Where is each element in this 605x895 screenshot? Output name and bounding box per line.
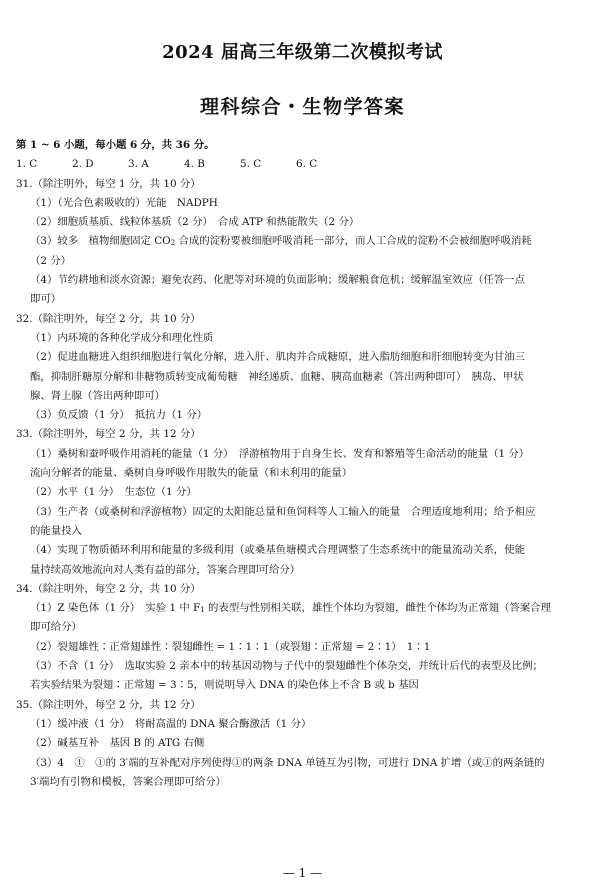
q32-part-2-cont2: 腺、肾上腺（答出两种即可） <box>30 389 166 402</box>
mc-answer-3: 3. A <box>128 158 149 171</box>
q33-part-4: （4）实现了物质循环利用和能量的多级利用（或桑基鱼塘模式合理调整了生态系统中的能量流动关系，使能 <box>30 544 525 557</box>
q34-part-2: （2）裂翅雄性∶正常翅雄性∶裂翅雌性 = 1∶1∶1（或裂翅∶正常翅 = 2∶1） 1∶1 <box>30 640 431 653</box>
q32-heading: 32.（除注明外，每空 2 分，共 10 分） <box>16 312 201 325</box>
q31-part-3: （3）较多 植物细胞固定 $CO_2$ 合成的淀粉要被细胞呼吸消耗一部分，而人工合成的淀粉不会被细胞呼吸消耗 <box>30 235 532 248</box>
q34-part-3-cont: 若实验结果为裂翅∶正常翅 = 3∶5，则说明导入 DNA 的染色体上不含 B 或 b 基因 <box>30 679 419 692</box>
q33-part-2: （2）水平（1 分） 生态位（1 分） <box>30 486 197 499</box>
q31-heading: 31.（除注明外，每空 1 分，共 10 分） <box>16 177 201 190</box>
q33-part-4-cont: 量持续高效地流向对人类有益的部分，答案合理即可给分） <box>30 563 301 576</box>
mc-answer-4: 4. B <box>184 158 205 171</box>
q32-part-2: （2）促进血糖进入组织细胞进行氧化分解，进入肝、肌肉并合成糖原，进入脂肪细胞和肝细胞转变为甘油三 <box>30 351 525 364</box>
q33-part-3: （3）生产者（或桑树和浮游植物）固定的太阳能总量和鱼饲料等人工输入的能量 合理适度地利用；给予相应 <box>30 505 536 518</box>
q31-part-4: （4）节约耕地和淡水资源；避免农药、化肥等对环境的负面影响；缓解粮食危机；缓解温室效应（任答一点 <box>30 274 525 287</box>
q35-part-3: （3）4 ① ①的 3′端的互补配对序列使得①的两条 DNA 单链互为引物，可进行 DNA 扩增（或①的两条链的 <box>30 756 545 769</box>
q34-heading: 34.（除注明外，每空 2 分，共 10 分） <box>16 582 201 595</box>
mc-answer-6: 6. C <box>296 158 318 171</box>
exam-title: 2024 届高三年级第二次模拟考试 <box>162 42 443 63</box>
mc-intro: 第 1 ~ 6 小题，每小题 6 分，共 36 分。 <box>16 139 215 151</box>
q32-part-1: （1）内环境的各种化学成分和理化性质 <box>30 331 214 344</box>
q34-part-3: （3）不含（1 分） 选取实验 2 亲本中的转基因动物与子代中的裂翅雌性个体杂交，并统计后代的表型及比例； <box>30 660 543 673</box>
q35-part-3-cont: 3′端均有引物和模板，答案合理即可给分） <box>30 775 226 788</box>
mc-answer-2: 2. D <box>72 158 94 171</box>
mc-answer-1: 1. C <box>16 158 38 171</box>
q35-part-2: （2）碱基互补 基因 B 的 ATG 右侧 <box>30 737 205 750</box>
q32-part-3: （3）负反馈（1 分） 抵抗力（1 分） <box>30 409 208 422</box>
q35-heading: 35.（除注明外，每空 2 分，共 12 分） <box>16 698 201 711</box>
q33-part-3-cont: 的能量投入 <box>30 524 82 537</box>
q34-part-1: （1）Z 染色体（1 分） 实验 1 中 $F_1$ 的表型与性别相关联，雄性个体均为裂翅，雌性个体均为正常翅（答案合理 <box>30 602 551 615</box>
answer-body <box>16 136 596 792</box>
q33-part-1-cont: 流向分解者的能量、桑树自身呼吸作用散失的能量（和未利用的能量） <box>30 467 353 480</box>
subject-title: 理科综合・生物学答案 <box>199 96 405 118</box>
q31-part-4-cont: 即可） <box>30 293 62 306</box>
mc-answer-5: 5. C <box>240 158 262 171</box>
q31-part-2: （2）细胞质基质、线粒体基质（2 分） 合成 ATP 和热能散失（2 分） <box>30 216 360 229</box>
q31-part-3-cont: （2 分） <box>30 254 72 267</box>
q35-part-1: （1）缓冲液（1 分） 将耐高温的 DNA 聚合酶激活（1 分） <box>30 717 312 730</box>
mc-answers <box>16 155 596 174</box>
q33-heading: 33.（除注明外，每空 2 分，共 12 分） <box>16 428 201 441</box>
q32-part-2-cont: 酯，抑制肝糖原分解和非糖物质转变成葡萄糖 神经递质、血糖、胰高血糖素（答出两种即可） 胰岛、甲状 <box>30 370 524 383</box>
q34-part-1-cont: 即可给分） <box>30 621 82 634</box>
q31-part-1: （1）（光合色素吸收的）光能 NADPH <box>30 196 218 209</box>
page-number: — 1 — <box>282 866 323 880</box>
q33-part-1: （1）桑树和蚕呼吸作用消耗的能量（1 分） 浮游植物用于自身生长、发育和繁殖等生命活动的能量（1 分） <box>30 447 530 460</box>
